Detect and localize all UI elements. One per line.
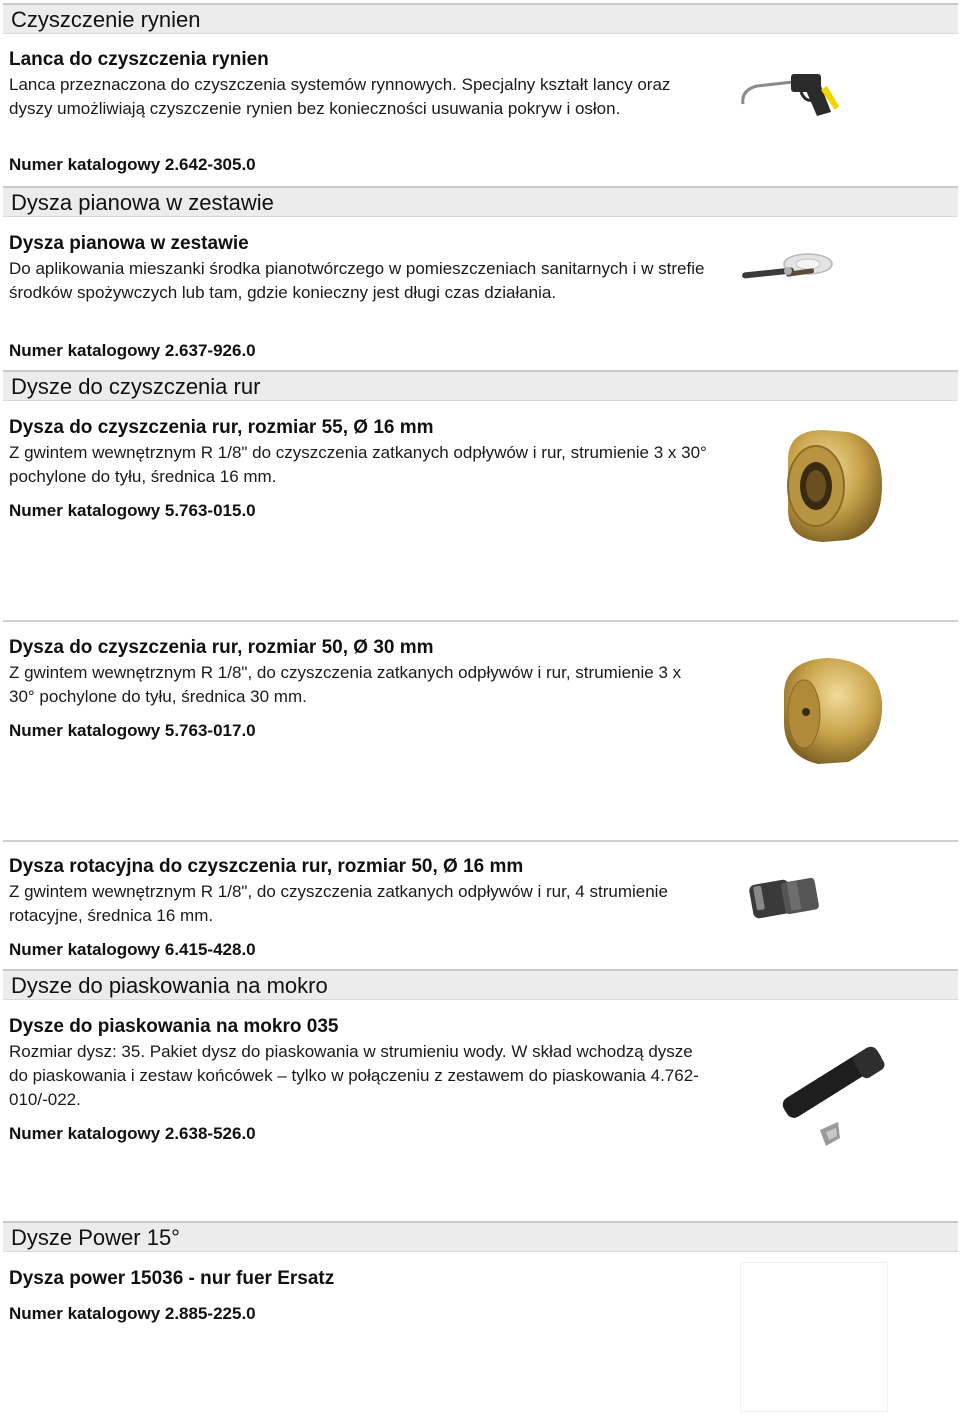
catalog-number-pipe-nozzle-50-30: Numer katalogowy 5.763-017.0 [9,721,256,740]
product-title-rotary-nozzle: Dysza rotacyjna do czyszczenia rur, rozmiar 50, Ø 16 mm [9,856,524,877]
gutter-lance-image [735,62,845,124]
section-header-wet-sandblasting [3,969,958,1000]
product-description-rotary-nozzle: Z gwintem wewnętrznym R 1/8", do czyszczenia zatkanych odpływów i rur, 4 strumienie rotacyjne, średnica 16 mm. [9,882,668,925]
product-title-power-nozzle: Dysza power 15036 - nur fuer Ersatz [9,1268,335,1289]
product-title-sandblasting-nozzle: Dysze do piaskowania na mokro 035 [9,1016,339,1037]
section-header-power-nozzles [3,1221,958,1252]
product-description-pipe-nozzle-55: Z gwintem wewnętrznym R 1/8" do czyszczenia zatkanych odpływów i rur, strumienie 3 x 30° pochylone do tyłu, średnica 16 mm. [9,443,707,486]
product-title-gutter-lance: Lanca do czyszczenia rynien [9,49,269,70]
catalog-number-power-nozzle: Numer katalogowy 2.885-225.0 [9,1304,256,1323]
product-description-pipe-nozzle-50-30: Z gwintem wewnętrznym R 1/8", do czyszczenia zatkanych odpływów i rur, strumienie 3 x 30° pochylone do tyłu, średnica 30 mm. [9,663,682,706]
section-title: Dysza pianowa w zestawie [11,190,274,215]
pipe-nozzle-50-30-image [778,652,888,772]
power-nozzle-image-placeholder [740,1262,888,1412]
catalog-number-foam-nozzle: Numer katalogowy 2.637-926.0 [9,341,256,360]
catalog-number-sandblasting-nozzle: Numer katalogowy 2.638-526.0 [9,1124,256,1143]
catalog-number-gutter-lance: Numer katalogowy 2.642-305.0 [9,155,256,174]
section-title: Dysze Power 15° [11,1225,180,1250]
pipe-nozzle-55-image [778,420,888,550]
sandblasting-nozzle-image [768,1030,888,1160]
section-title: Czyszczenie rynien [11,7,201,32]
section-title: Dysze do piaskowania na mokro [11,973,328,998]
rotary-nozzle-image [745,868,825,928]
product-description-gutter-lance: Lanca przeznaczona do czyszczenia systemów rynnowych. Specjalny kształt lancy oraz dyszy umożliwiają czyszczenie rynien bez konieczności usuwania pokryw i osłon. [9,75,671,118]
section-title: Dysze do czyszczenia rur [11,374,261,399]
section-header-foam-nozzle [3,186,958,217]
catalog-number-pipe-nozzle-55: Numer katalogowy 5.763-015.0 [9,501,256,520]
product-title-pipe-nozzle-50-30: Dysza do czyszczenia rur, rozmiar 50, Ø 30 mm [9,637,434,658]
product-description-sandblasting-nozzle: Rozmiar dysz: 35. Pakiet dysz do piaskowania w strumieniu wody. W skład wchodzą dysze do piaskowania i zestaw końcówek – tylko w połączeniu z zestawem do piaskowania 4.762-010/-022. [9,1042,699,1109]
product-description-foam-nozzle: Do aplikowania mieszanki środka pianotwórczego w pomieszczeniach sanitarnych i w strefie środków spożywczych lub tam, gdzie konieczny jest długi czas działania. [9,259,705,302]
section-divider [3,840,958,842]
product-title-foam-nozzle: Dysza pianowa w zestawie [9,233,249,254]
product-title-pipe-nozzle-55: Dysza do czyszczenia rur, rozmiar 55, Ø 16 mm [9,417,434,438]
foam-nozzle-kit-image [738,250,838,288]
section-header-pipe-nozzles [3,370,958,401]
section-header-gutter-cleaning [3,3,958,34]
section-divider [3,620,958,622]
catalog-number-rotary-nozzle: Numer katalogowy 6.415-428.0 [9,940,256,959]
